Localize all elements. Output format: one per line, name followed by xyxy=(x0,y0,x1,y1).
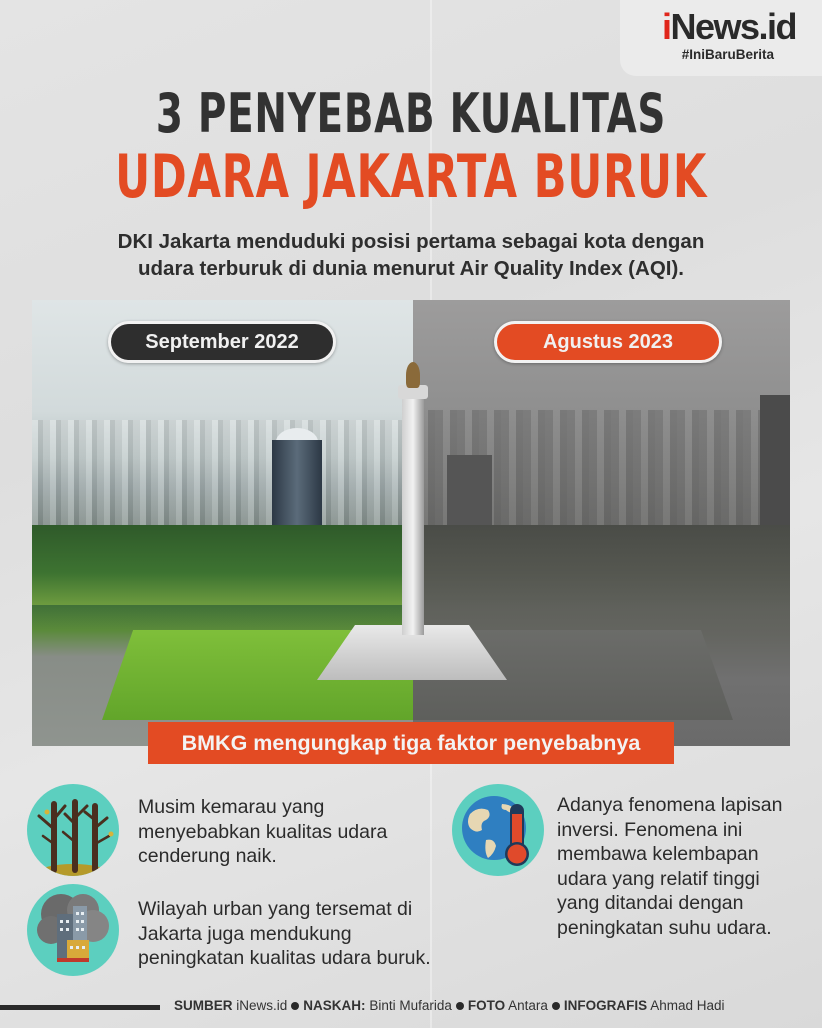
subtitle-line-2: udara terburuk di dunia menurut Air Quality Index (AQI). xyxy=(138,257,684,280)
building-tower-hazy xyxy=(760,395,790,535)
trees-hazy xyxy=(413,525,790,605)
source-value: iNews.id xyxy=(236,998,288,1013)
factor-3-text: Adanya fenomena lapisan inversi. Fenomena ini membawa kelembapan udara yang relatif tinggi yang ditandai dengan peningkatan suhu udara. xyxy=(557,794,783,939)
subtitle xyxy=(0,228,822,282)
trees-clear xyxy=(32,525,413,605)
polluted-city-icon xyxy=(27,884,119,976)
bullet-dot xyxy=(552,1002,560,1010)
city-skyline-clear xyxy=(32,420,413,540)
title-line-2: UDARA JAKARTA BURUK xyxy=(115,142,708,212)
logo-wordmark: iNews.id xyxy=(661,6,796,47)
badge-september-2022: September 2022 xyxy=(108,321,336,363)
globe-thermometer-icon xyxy=(452,784,544,876)
dry-trees-icon xyxy=(27,784,119,876)
footer-divider xyxy=(0,1005,160,1010)
building-hazy xyxy=(447,455,492,530)
badge-agustus-2023: Agustus 2023 xyxy=(494,321,722,363)
monument-shaft xyxy=(402,395,424,635)
bmkg-banner: BMKG mengungkap tiga faktor penyebabnya xyxy=(148,722,674,764)
infographic-label: INFOGRAFIS xyxy=(563,998,648,1013)
monument-flame xyxy=(406,362,420,388)
bullet-dot xyxy=(456,1002,464,1010)
infographic-value: Ahmad Hadi xyxy=(650,998,725,1013)
script-label: NASKAH: xyxy=(303,998,366,1013)
source-label: SUMBER xyxy=(174,998,233,1013)
building-tower xyxy=(272,440,322,530)
photo-value: Antara xyxy=(508,998,548,1013)
subtitle-line-1: DKI Jakarta menduduki posisi pertama sebagai kota dengan xyxy=(117,230,705,253)
factor-2-text: Wilayah urban yang tersemat di Jakarta juga mendukung peningkatan kualitas udara buruk. xyxy=(138,898,431,969)
title-line-1: 3 PENYEBAB KUALITAS xyxy=(155,82,667,145)
logo-hashtag: #IniBaruBerita xyxy=(681,47,774,62)
brand-logo xyxy=(620,0,822,76)
credits-footer xyxy=(174,998,724,1013)
monas-comparison-photo xyxy=(32,300,790,746)
photo-label: FOTO xyxy=(467,998,506,1013)
script-value: Binti Mufarida xyxy=(369,998,452,1013)
factor-1-text: Musim kemarau yang menyebabkan kualitas udara cenderung naik. xyxy=(138,796,388,867)
bullet-dot xyxy=(291,1002,299,1010)
